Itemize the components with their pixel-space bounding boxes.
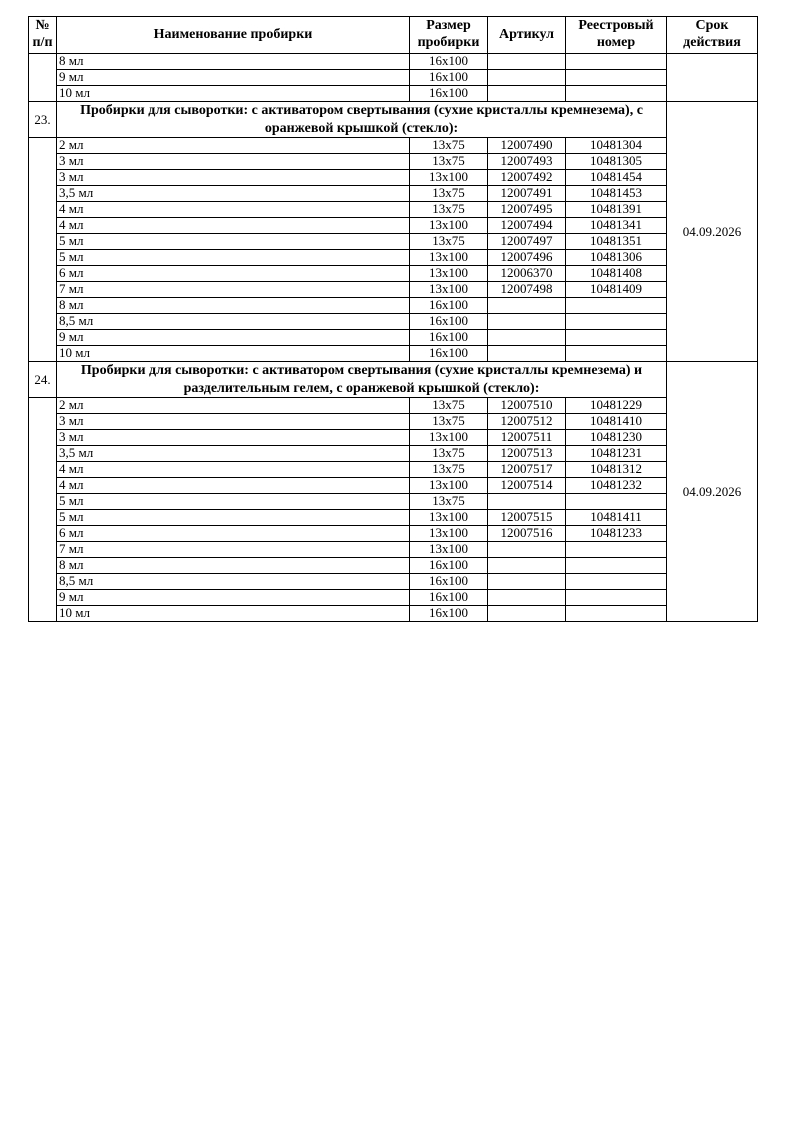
registry-cell [566,558,667,574]
tube-name-cell: 10 мл [57,346,410,362]
tube-name-cell: 3 мл [57,154,410,170]
table-row [29,606,758,622]
tube-name-cell: 8 мл [57,558,410,574]
tube-size-cell: 13x100 [410,542,488,558]
tube-size-cell: 16x100 [410,314,488,330]
article-cell: 12007516 [488,526,566,542]
tube-size-cell: 16x100 [410,346,488,362]
tube-size-cell: 13x100 [410,526,488,542]
table-row [29,154,758,170]
tube-size-cell: 16x100 [410,606,488,622]
article-cell: 12006370 [488,266,566,282]
tube-size-cell: 16x100 [410,70,488,86]
validity-date-cell: 04.09.2026 [667,102,758,362]
tube-name-cell: 3,5 мл [57,186,410,202]
article-cell: 12007513 [488,446,566,462]
tube-size-cell: 13x75 [410,138,488,154]
table-row [29,314,758,330]
table-row [29,266,758,282]
tube-size-cell: 16x100 [410,558,488,574]
article-cell: 12007495 [488,202,566,218]
table-row [29,170,758,186]
tube-name-cell: 8,5 мл [57,314,410,330]
registry-cell [566,314,667,330]
article-cell: 12007493 [488,154,566,170]
section-title-cell: Пробирки для сыворотки: с активатором свертывания (сухие кристаллы кремнезема) и разделительным гелем, с оранжевой крышкой (стекло): [57,362,667,398]
article-cell [488,606,566,622]
tube-size-cell: 13x75 [410,154,488,170]
registry-cell: 10481410 [566,414,667,430]
article-cell: 12007515 [488,510,566,526]
table-row [29,574,758,590]
registry-cell [566,330,667,346]
article-cell: 12007497 [488,234,566,250]
article-cell [488,558,566,574]
registry-cell [566,86,667,102]
registry-cell [566,70,667,86]
registry-cell: 10481453 [566,186,667,202]
registry-cell: 10481312 [566,462,667,478]
article-cell: 12007510 [488,398,566,414]
registry-cell [566,574,667,590]
tube-size-cell: 16x100 [410,574,488,590]
tube-size-cell: 13x75 [410,186,488,202]
table-row [29,138,758,154]
article-cell: 12007512 [488,414,566,430]
col-header-article: Артикул [488,17,566,54]
tube-size-cell: 13x75 [410,494,488,510]
tube-name-cell: 10 мл [57,606,410,622]
tube-name-cell: 2 мл [57,398,410,414]
table-row [29,54,758,70]
table-row [29,202,758,218]
tube-name-cell: 9 мл [57,70,410,86]
registry-cell: 10481305 [566,154,667,170]
tube-name-cell: 3 мл [57,430,410,446]
table-row [29,478,758,494]
num-cell-empty [29,138,57,362]
table-body [29,54,758,622]
tube-name-cell: 5 мл [57,250,410,266]
table-row [29,526,758,542]
tube-size-cell: 13x100 [410,430,488,446]
tube-size-cell: 13x75 [410,414,488,430]
table-row [29,542,758,558]
registry-cell: 10481411 [566,510,667,526]
table-row [29,462,758,478]
article-cell: 12007496 [488,250,566,266]
table-row [29,510,758,526]
registry-cell: 10481230 [566,430,667,446]
article-cell: 12007511 [488,430,566,446]
article-cell: 12007498 [488,282,566,298]
tube-name-cell: 9 мл [57,330,410,346]
table-row [29,186,758,202]
table-row [29,446,758,462]
col-header-registry: Реестровый номер [566,17,667,54]
tube-size-cell: 16x100 [410,298,488,314]
tube-size-cell: 13x75 [410,202,488,218]
registry-cell [566,54,667,70]
table-row [29,494,758,510]
validity-date-cell: 04.09.2026 [667,362,758,622]
table-row [29,430,758,446]
tube-size-cell: 13x75 [410,462,488,478]
registry-cell: 10481391 [566,202,667,218]
article-cell: 12007517 [488,462,566,478]
registry-cell: 10481233 [566,526,667,542]
table-header [29,17,758,54]
article-cell [488,494,566,510]
table-row [29,414,758,430]
registry-cell [566,494,667,510]
tube-name-cell: 5 мл [57,510,410,526]
registry-cell: 10481408 [566,266,667,282]
tube-size-cell: 13x100 [410,510,488,526]
article-cell [488,86,566,102]
registry-cell: 10481232 [566,478,667,494]
registry-cell [566,606,667,622]
registry-cell [566,298,667,314]
table-row [29,298,758,314]
registry-cell [566,590,667,606]
tube-name-cell: 4 мл [57,202,410,218]
tube-name-cell: 2 мл [57,138,410,154]
table-row [29,70,758,86]
registry-cell: 10481409 [566,282,667,298]
tube-name-cell: 4 мл [57,218,410,234]
article-cell [488,574,566,590]
tube-name-cell: 8,5 мл [57,574,410,590]
article-cell [488,70,566,86]
tube-name-cell: 6 мл [57,266,410,282]
tube-size-cell: 13x100 [410,250,488,266]
table-row [29,250,758,266]
col-header-num: № п/п [29,17,57,54]
table-row [29,398,758,414]
tube-size-cell: 16x100 [410,590,488,606]
article-cell: 12007494 [488,218,566,234]
article-cell [488,54,566,70]
article-cell: 12007490 [488,138,566,154]
article-cell [488,314,566,330]
article-cell [488,590,566,606]
registry-cell [566,346,667,362]
section-header-row [29,102,758,138]
article-cell: 12007492 [488,170,566,186]
tube-name-cell: 4 мл [57,478,410,494]
table-row [29,590,758,606]
registry-cell: 10481351 [566,234,667,250]
tube-size-cell: 13x100 [410,218,488,234]
tube-size-cell: 16x100 [410,330,488,346]
col-header-validity: Срок действия [667,17,758,54]
table-row [29,234,758,250]
tube-name-cell: 7 мл [57,542,410,558]
tube-size-cell: 13x75 [410,398,488,414]
num-cell-empty [29,398,57,622]
validity-cell-empty [667,54,758,102]
article-cell: 12007514 [488,478,566,494]
registry-cell: 10481304 [566,138,667,154]
article-cell [488,542,566,558]
table-row [29,218,758,234]
col-header-size: Размер пробирки [410,17,488,54]
num-cell-empty [29,54,57,102]
table-row [29,346,758,362]
tube-name-cell: 8 мл [57,54,410,70]
article-cell [488,346,566,362]
tube-size-cell: 13x75 [410,234,488,250]
tube-name-cell: 5 мл [57,234,410,250]
tube-size-cell: 13x100 [410,282,488,298]
article-cell [488,298,566,314]
tube-size-cell: 16x100 [410,86,488,102]
tube-name-cell: 4 мл [57,462,410,478]
tube-name-cell: 10 мл [57,86,410,102]
tube-size-cell: 13x100 [410,478,488,494]
tube-size-cell: 13x100 [410,170,488,186]
registry-cell: 10481341 [566,218,667,234]
tube-size-cell: 16x100 [410,54,488,70]
table-row [29,86,758,102]
tube-name-cell: 3 мл [57,170,410,186]
tube-name-cell: 7 мл [57,282,410,298]
registry-cell: 10481306 [566,250,667,266]
registry-cell [566,542,667,558]
tube-name-cell: 5 мл [57,494,410,510]
registry-cell: 10481231 [566,446,667,462]
section-number-cell: 23. [29,102,57,138]
tube-name-cell: 3,5 мл [57,446,410,462]
col-header-name: Наименование пробирки [57,17,410,54]
article-cell [488,330,566,346]
registry-cell: 10481229 [566,398,667,414]
table-row [29,330,758,346]
tube-size-cell: 13x100 [410,266,488,282]
section-title-cell: Пробирки для сыворотки: с активатором свертывания (сухие кристаллы кремнезема), с оранжевой крышкой (стекло): [57,102,667,138]
table-row [29,558,758,574]
article-cell: 12007491 [488,186,566,202]
tube-name-cell: 3 мл [57,414,410,430]
tube-name-cell: 9 мл [57,590,410,606]
table-row [29,282,758,298]
section-number-cell: 24. [29,362,57,398]
tube-name-cell: 8 мл [57,298,410,314]
section-header-row [29,362,758,398]
tube-registry-table [28,16,758,622]
registry-cell: 10481454 [566,170,667,186]
header-row [29,17,758,54]
tube-name-cell: 6 мл [57,526,410,542]
tube-size-cell: 13x75 [410,446,488,462]
